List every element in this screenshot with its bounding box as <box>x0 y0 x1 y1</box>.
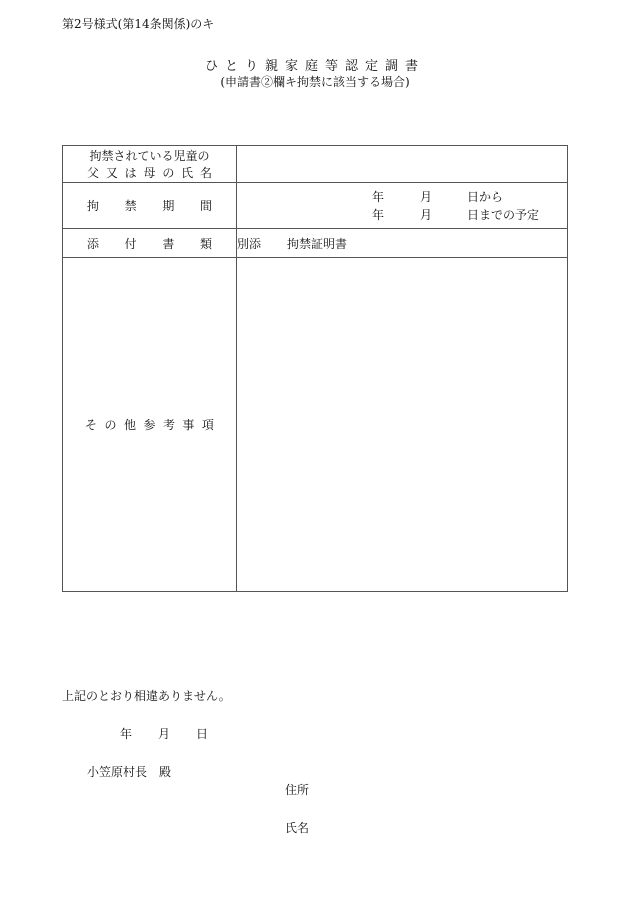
attachments-label <box>63 229 237 258</box>
label-char: の <box>162 165 175 180</box>
other-notes-field[interactable] <box>237 258 568 592</box>
label-char: 添 <box>87 236 100 251</box>
form-number: 第2号様式(第14条関係)のキ <box>62 17 215 31</box>
label-char: 父 <box>87 165 100 180</box>
detained-parent-name-field[interactable] <box>237 146 568 183</box>
label-char: 禁 <box>124 199 137 213</box>
date-month-label: 月 <box>158 727 171 741</box>
detained-parent-label-line2 <box>63 164 236 181</box>
to-day-label: 日までの予定 <box>467 207 540 222</box>
other-notes-row <box>63 258 568 592</box>
label-char: 項 <box>201 418 214 432</box>
period-from-line <box>237 188 567 206</box>
label-char: は <box>124 165 137 180</box>
other-notes-label-chars <box>63 416 236 433</box>
name-label: 氏名 <box>285 821 310 835</box>
label-char: 名 <box>199 165 212 180</box>
label-char: 他 <box>123 418 136 432</box>
label-char: 氏 <box>181 165 194 180</box>
date-year-label: 年 <box>120 727 133 741</box>
label-char: 類 <box>199 236 212 251</box>
document-title: ひとり親家庭等認定調書 <box>204 59 425 74</box>
attachments-row <box>63 229 568 258</box>
detention-period-label-chars <box>63 197 236 214</box>
detained-parent-row <box>63 146 568 183</box>
confirmation-statement: 上記のとおり相違ありません。 <box>62 689 231 703</box>
attachment-prefix: 別添 <box>237 236 262 251</box>
detention-period-label <box>63 183 237 229</box>
period-to-line <box>237 206 567 224</box>
date-line <box>120 725 234 742</box>
label-char: 書 <box>162 236 175 251</box>
label-char: 付 <box>124 236 137 251</box>
address-label: 住所 <box>285 783 310 797</box>
label-char: 間 <box>199 199 212 213</box>
from-month-label: 月 <box>420 189 433 204</box>
to-year-label: 年 <box>372 207 385 222</box>
label-char: そ <box>85 418 98 432</box>
label-char: 考 <box>162 418 175 432</box>
label-char: 参 <box>143 418 156 432</box>
label-char: の <box>104 418 117 432</box>
label-char: 拘 <box>87 199 100 213</box>
to-month-label: 月 <box>420 207 433 222</box>
certification-table <box>62 145 568 592</box>
document-subtitle: (申請書②欄キ拘禁に該当する場合) <box>220 75 410 89</box>
label-char: 又 <box>105 165 118 180</box>
detained-parent-label <box>63 146 237 183</box>
label-char: 事 <box>182 418 195 432</box>
attachments-value <box>237 229 568 258</box>
date-day-label: 日 <box>196 727 209 741</box>
attachments-label-chars <box>63 235 236 252</box>
attachment-document: 拘禁証明書 <box>287 236 348 251</box>
label-char: 母 <box>143 165 156 180</box>
detention-period-field[interactable] <box>237 183 568 229</box>
label-char: 期 <box>162 199 175 213</box>
other-notes-label <box>63 258 237 592</box>
detention-period-row <box>63 183 568 229</box>
from-day-label: 日から <box>467 189 504 204</box>
from-year-label: 年 <box>372 189 385 204</box>
detained-parent-label-line1: 拘禁されている児童の <box>89 148 210 163</box>
addressee: 小笠原村長 殿 <box>87 765 172 779</box>
